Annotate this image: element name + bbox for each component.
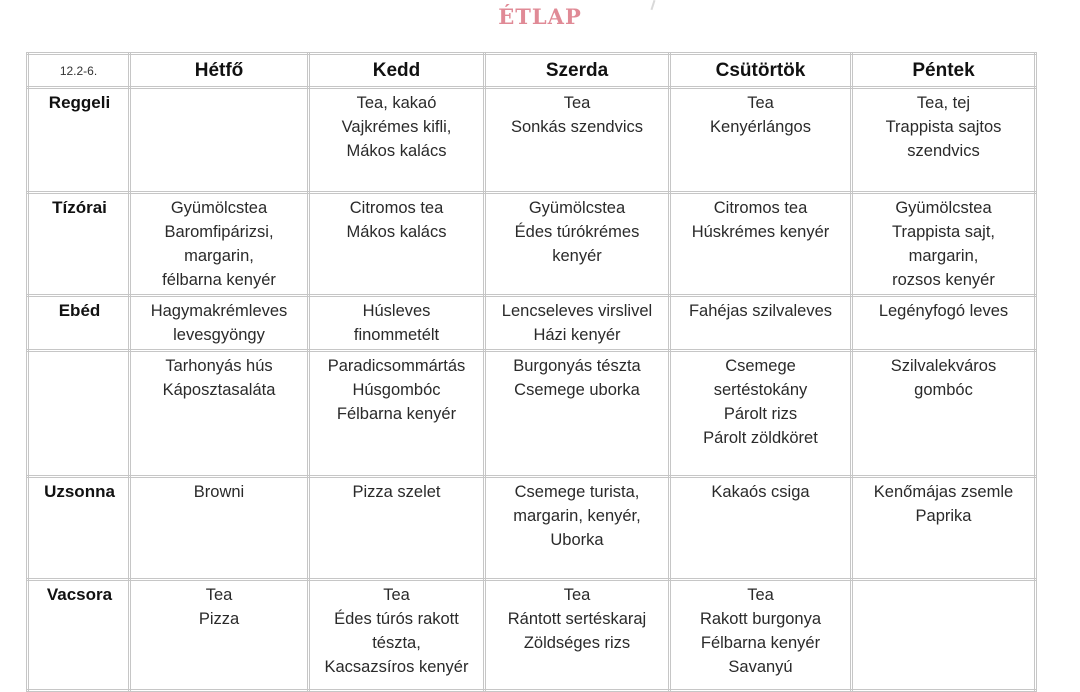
menu-cell: Paradicsommártás Húsgombóc Félbarna kenyér	[309, 351, 485, 477]
menu-cell: Burgonyás tészta Csemege uborka	[485, 351, 670, 477]
table-row	[28, 580, 1036, 691]
menu-cell: Tarhonyás hús Káposztasaláta	[130, 351, 309, 477]
table-row	[28, 476, 1036, 580]
menu-cell: Tea, kakaó Vajkrémes kifli, Mákos kalács	[309, 88, 485, 193]
menu-cell: Kenőmájas zsemle Paprika	[852, 476, 1036, 580]
meal-label: Reggeli	[28, 88, 130, 193]
menu-cell: Tea, tej Trappista sajtos szendvics	[852, 88, 1036, 193]
menu-cell: Hagymakrémleves levesgyöngy	[130, 296, 309, 351]
menu-cell: Csemege sertéstokány Párolt rizs Párolt zöldköret	[670, 351, 852, 477]
meal-label: Tízórai	[28, 192, 130, 296]
table-row	[28, 351, 1036, 477]
day-header: Péntek	[852, 54, 1036, 88]
menu-cell: Citromos tea Mákos kalács	[309, 192, 485, 296]
menu-cell: Húsleves finommetélt	[309, 296, 485, 351]
menu-cell: Tea Édes túrós rakott tészta, Kacsazsíros kenyér	[309, 580, 485, 691]
menu-cell: Lencseleves virslivel Házi kenyér	[485, 296, 670, 351]
meal-label: Uzsonna	[28, 476, 130, 580]
meal-label: Ebéd	[28, 296, 130, 351]
header-row	[28, 54, 1036, 88]
day-header: Kedd	[309, 54, 485, 88]
meal-label: Vacsora	[28, 580, 130, 691]
menu-cell: Tea Rakott burgonya Félbarna kenyér Savanyú	[670, 580, 852, 691]
meal-label	[28, 351, 130, 477]
menu-cell: Szilvalekváros gombóc	[852, 351, 1036, 477]
day-header: Hétfő	[130, 54, 309, 88]
menu-cell: Tea Sonkás szendvics	[485, 88, 670, 193]
menu-cell: Tea Kenyérlángos	[670, 88, 852, 193]
menu-cell	[852, 580, 1036, 691]
menu-cell: Gyümölcstea Trappista sajt, margarin, rozsos kenyér	[852, 192, 1036, 296]
table-row	[28, 192, 1036, 296]
week-label: 12.2-6.	[28, 54, 130, 88]
menu-cell	[130, 88, 309, 193]
menu-cell: Browni	[130, 476, 309, 580]
menu-cell: Legényfogó leves	[852, 296, 1036, 351]
menu-cell: Tea Pizza	[130, 580, 309, 691]
menu-title: ÉTLAP	[498, 4, 582, 29]
menu-cell: Kakaós csiga	[670, 476, 852, 580]
menu-cell: Tea Rántott sertéskaraj Zöldséges rizs	[485, 580, 670, 691]
day-header: Csütörtök	[670, 54, 852, 88]
day-header: Szerda	[485, 54, 670, 88]
menu-cell: Fahéjas szilvaleves	[670, 296, 852, 351]
menu-cell: Pizza szelet	[309, 476, 485, 580]
menu-cell: Csemege turista, margarin, kenyér, Uborka	[485, 476, 670, 580]
menu-cell: Gyümölcstea Édes túrókrémes kenyér	[485, 192, 670, 296]
menu-cell: Gyümölcstea Baromfipárizsi, margarin, félbarna kenyér	[130, 192, 309, 296]
weekly-menu-table	[26, 52, 1037, 692]
table-row	[28, 88, 1036, 193]
menu-cell: Citromos tea Húskrémes kenyér	[670, 192, 852, 296]
table-row	[28, 296, 1036, 351]
